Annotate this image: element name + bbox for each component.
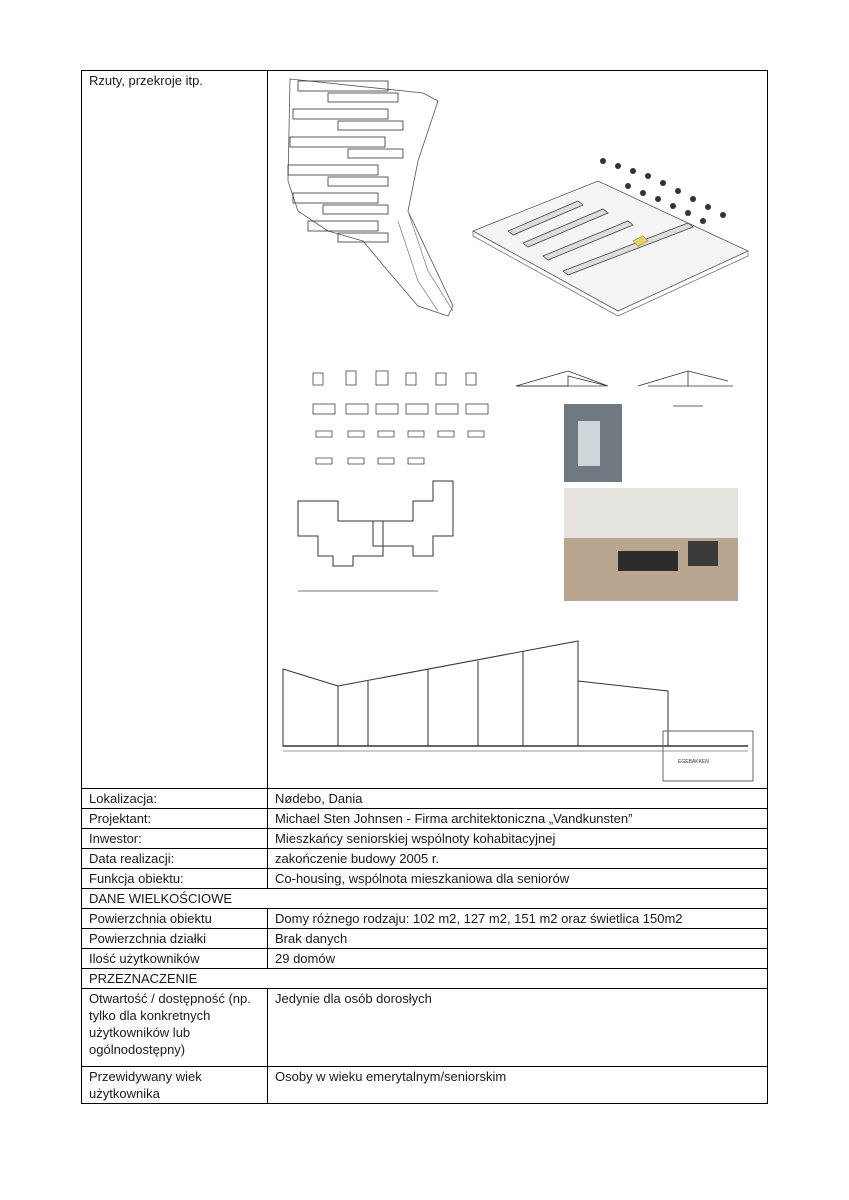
floor-plans	[298, 481, 453, 591]
section-size-heading: DANE WIELKOŚCIOWE	[82, 889, 768, 909]
purpose-row-access	[82, 989, 768, 1067]
age-label: Przewidywany wiek użytkownika	[82, 1067, 268, 1104]
function-label: Funkcja obiektu:	[82, 869, 268, 889]
users-label: Ilość użytkowników	[82, 949, 268, 969]
investor-label: Inwestor:	[82, 829, 268, 849]
info-row-investor	[82, 829, 768, 849]
info-row-designer	[82, 809, 768, 829]
drawings-figure-cell	[268, 71, 768, 789]
small-sections	[516, 371, 733, 406]
date-value: zakończenie budowy 2005 r.	[268, 849, 768, 869]
info-row-date	[82, 849, 768, 869]
house-type-icons	[313, 371, 488, 464]
site-plan	[288, 79, 453, 316]
architectural-drawings	[268, 71, 766, 786]
size-row-users	[82, 949, 768, 969]
building-area-value: Domy różnego rodzaju: 102 m2, 127 m2, 151 m2 oraz świetlica 150m2	[268, 909, 768, 929]
drawings-label: Rzuty, przekroje itp.	[82, 71, 268, 789]
size-row-building	[82, 909, 768, 929]
location-value: Nødebo, Dania	[268, 789, 768, 809]
section-purpose-heading: PRZEZNACZENIE	[82, 969, 768, 989]
function-value: Co-housing, wspólnota mieszkaniowa dla seniorów	[268, 869, 768, 889]
drawings-row	[82, 71, 768, 789]
project-sheet-table	[81, 70, 768, 1104]
location-label: Lokalizacja:	[82, 789, 268, 809]
purpose-row-age	[82, 1067, 768, 1104]
section-size-row	[82, 889, 768, 909]
designer-label: Projektant:	[82, 809, 268, 829]
building-area-label: Powierzchnia obiektu	[82, 909, 268, 929]
aerial-model	[473, 158, 748, 316]
access-label: Otwartość / dostępność (np. tylko dla konkretnych użytkowników lub ogólnodostępny)	[82, 989, 268, 1067]
designer-value: Michael Sten Johnsen - Firma architektoniczna „Vandkunsten”	[268, 809, 768, 829]
info-row-location	[82, 789, 768, 809]
section-purpose-row	[82, 969, 768, 989]
info-row-function	[82, 869, 768, 889]
date-label: Data realizacji:	[82, 849, 268, 869]
plot-area-label: Powierzchnia działki	[82, 929, 268, 949]
investor-value: Mieszkańcy seniorskiej wspólnoty kohabitacyjnej	[268, 829, 768, 849]
drawing-stamp: EGEBAKKEN	[678, 759, 709, 765]
access-value: Jedynie dla osób dorosłych	[268, 989, 768, 1067]
users-value: 29 domów	[268, 949, 768, 969]
age-value: Osoby w wieku emerytalnym/seniorskim	[268, 1067, 768, 1104]
plot-area-value: Brak danych	[268, 929, 768, 949]
size-row-plot	[82, 929, 768, 949]
